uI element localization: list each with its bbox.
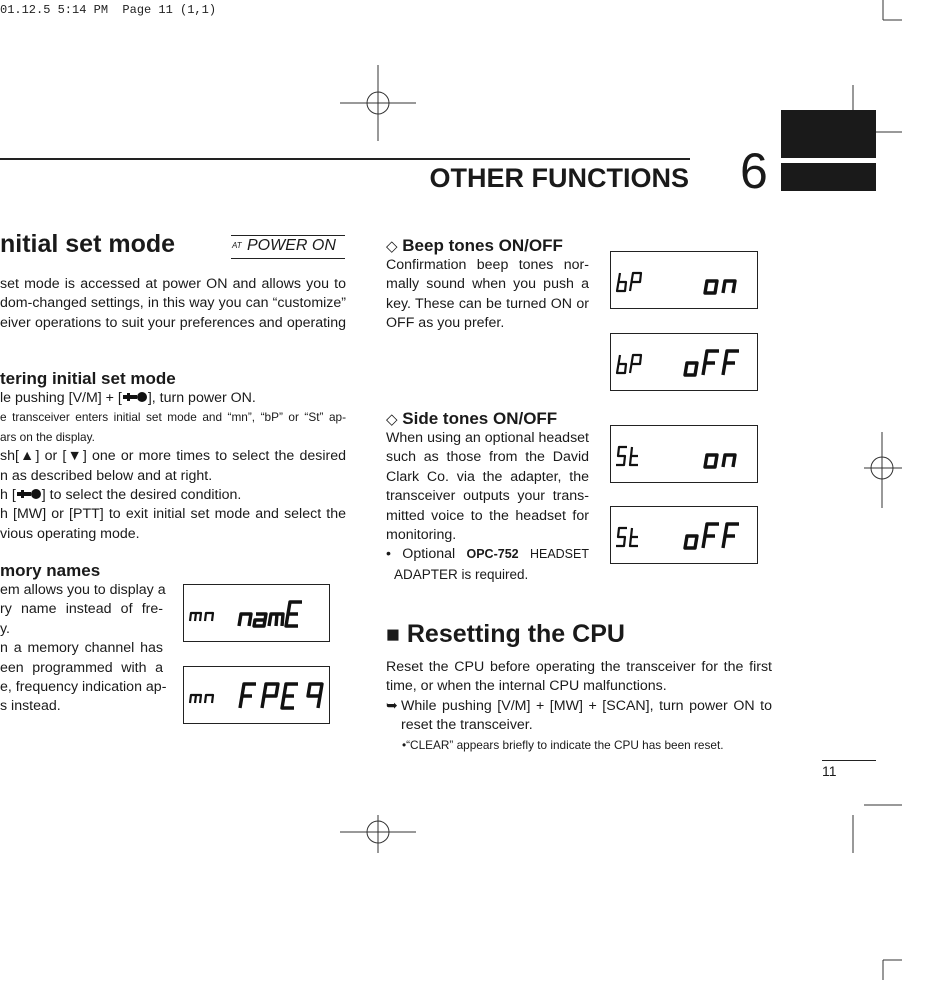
diamond-icon: ◇ — [386, 238, 398, 255]
entering-title: tering initial set mode — [0, 369, 176, 388]
bullet-text: • Optional — [386, 546, 456, 563]
lcd-side-off — [610, 506, 758, 564]
page-number: 11 — [822, 763, 837, 779]
step-2: n as described below and at right. — [0, 467, 213, 484]
lcd-memory-freq — [183, 666, 330, 724]
step-1-note: ars on the display. — [0, 429, 95, 444]
chapter-number: 6 — [740, 143, 768, 199]
text-line: eiver operations to suit your preferences and operating — [0, 314, 346, 331]
page-number-rule — [822, 760, 876, 761]
lcd-segments — [611, 507, 757, 563]
text-line: een programmed with a — [0, 659, 163, 676]
step-3-text-end: ] to select the desired condition. — [41, 487, 242, 504]
chapter-tab-block — [781, 163, 876, 191]
square-bullet-icon: ■ — [386, 621, 400, 647]
lock-key-icon — [122, 391, 148, 403]
text-line: time, or when the internal CPU malfunctions. — [386, 678, 667, 695]
lcd-segments — [611, 252, 757, 308]
reset-step — [386, 697, 772, 736]
chapter-rule — [0, 158, 690, 160]
step-3-text: h [ — [0, 487, 16, 504]
lcd-beep-off — [610, 333, 758, 391]
text-line: monitoring. — [386, 527, 457, 544]
text-line: mally sound when you push a — [386, 276, 589, 293]
text-line: Confirmation beep tones nor- — [386, 257, 589, 273]
text-line: y. — [0, 620, 10, 637]
badge-text: POWER ON — [247, 237, 336, 254]
initial-set-mode-title: nitial set mode — [0, 230, 176, 258]
beep-paragraph — [386, 256, 589, 334]
text-line: ry name instead of fre- — [0, 601, 163, 618]
step-2: sh[▲] or [▼] one or more times to select the desired — [0, 448, 346, 465]
step-3 — [0, 486, 346, 505]
chapter-title: OTHER FUNCTIONS — [429, 163, 689, 193]
memory-names-title: mory names — [0, 561, 101, 580]
lcd-beep-on — [610, 251, 758, 309]
chapter-tab-block — [781, 110, 876, 158]
text-line: While pushing [V/M] + [MW] + [SCAN], turn power ON to — [401, 697, 772, 714]
lcd-segments — [611, 334, 757, 390]
beep-title — [386, 236, 563, 256]
step-4: h [MW] or [PTT] to exit initial set mode and select the — [0, 506, 346, 523]
text-line: transceiver outputs your trans- — [386, 488, 589, 505]
text-line: such as those from the David — [386, 449, 589, 466]
power-on-badge — [231, 235, 345, 259]
badge-prefix: AT — [232, 241, 242, 250]
text-line: set mode is accessed at power ON and allows you to — [0, 276, 346, 292]
text-line: Clark Co. via the adapter, the — [386, 468, 589, 485]
reset-paragraph — [386, 658, 772, 755]
text-line: reset the transceiver. — [401, 717, 533, 734]
optional-adapter-bullet — [386, 545, 589, 564]
memory-names-paragraph — [0, 581, 167, 717]
text-line: key. These can be turned ON or — [386, 295, 589, 312]
text-line: OFF as you prefer. — [386, 315, 505, 332]
side-paragraph — [386, 429, 589, 584]
text-line: em allows you to display a — [0, 582, 166, 598]
intro-paragraph — [0, 275, 346, 333]
lcd-memory-name — [183, 584, 330, 642]
step-1-text: le pushing [V/M] + [ — [0, 390, 122, 406]
text-line: s instead. — [0, 698, 61, 715]
text-line: When using an optional headset — [386, 430, 589, 446]
lcd-segments — [611, 426, 757, 482]
lock-key-icon — [16, 488, 42, 500]
reset-title — [386, 620, 625, 649]
bullet-text: HEADSET — [529, 547, 589, 562]
entering-steps — [0, 389, 346, 544]
print-stamp: 01.12.5 5:14 PM Page 11 (1,1) — [0, 3, 217, 17]
beep-title-text: Beep tones ON/OFF — [402, 236, 563, 255]
arrow-icon: ➥ — [386, 697, 398, 714]
reset-title-text: Resetting the CPU — [406, 620, 625, 648]
lcd-segments — [184, 585, 329, 641]
lcd-side-on — [610, 425, 758, 483]
model-number: OPC-752 — [466, 547, 519, 562]
text-line: Reset the CPU before operating the transceiver for the first — [386, 659, 772, 675]
text-line: mitted voice to the headset for — [386, 507, 589, 524]
step-1 — [0, 389, 346, 408]
bullet-text: ADAPTER is required. — [394, 566, 529, 582]
side-title-text: Side tones ON/OFF — [402, 409, 558, 428]
text-line: n a memory channel has — [0, 640, 163, 657]
step-1-text-end: ], turn power ON. — [147, 390, 256, 406]
text-line: dom-changed settings, in this way you can “customize” — [0, 295, 346, 312]
reset-note: •“CLEAR” appears briefly to indicate the CPU has been reset. — [402, 737, 724, 752]
step-1-note: e transceiver enters initial set mode and “mn”, “bP” or “St” ap- — [0, 410, 346, 425]
step-4: vious operating mode. — [0, 525, 140, 542]
diamond-icon: ◇ — [386, 411, 398, 428]
lcd-segments — [184, 667, 329, 723]
side-title — [386, 409, 557, 429]
text-line: e, frequency indication ap- — [0, 679, 167, 696]
